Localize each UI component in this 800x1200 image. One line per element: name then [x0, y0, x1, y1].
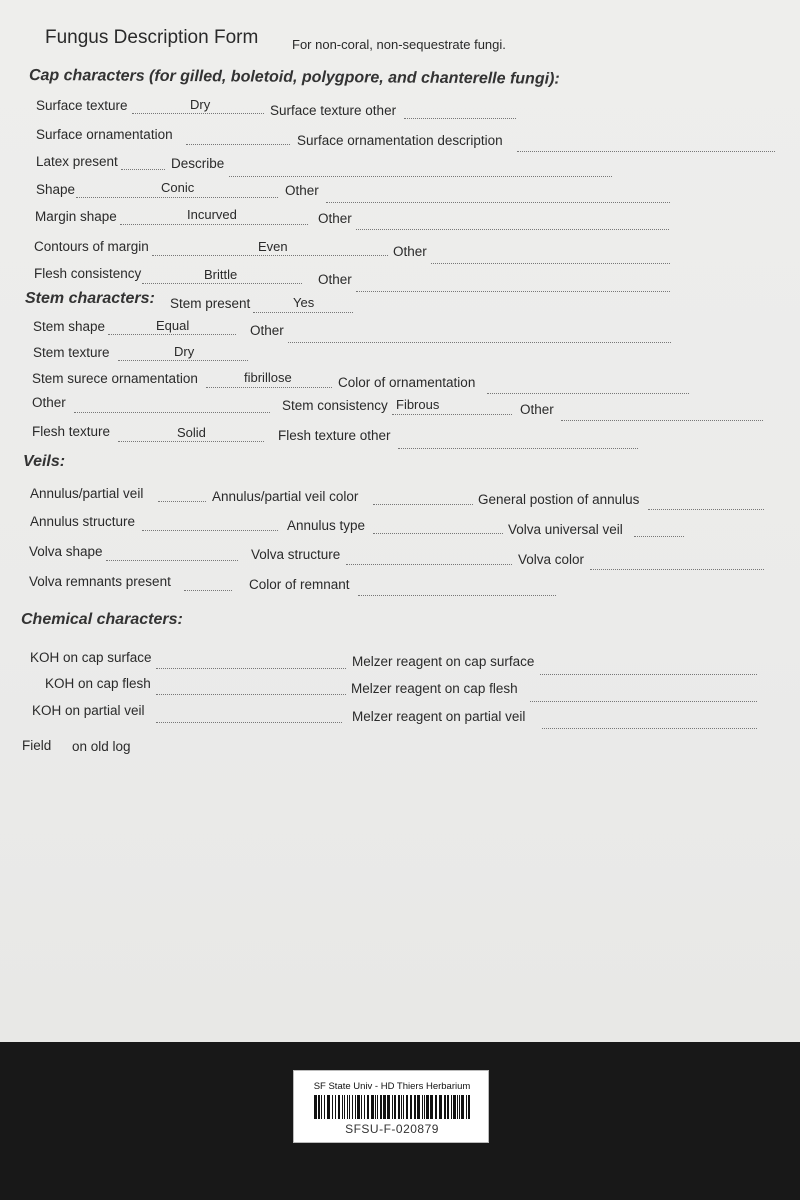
- form-title: Fungus Description Form: [45, 27, 259, 48]
- herbarium-label: [293, 1070, 489, 1143]
- stem-ornamentation-value: fibrillose: [244, 370, 292, 385]
- margin-shape-value: Incurved: [187, 207, 237, 222]
- surface-texture-line: [132, 113, 264, 114]
- margin-shape-other-line: [356, 229, 669, 230]
- annulus-type-label: Annulus type: [287, 518, 366, 533]
- contours-label: Contours of margin: [34, 239, 149, 254]
- contours-other-label: Other: [393, 244, 427, 259]
- stem-other-line: [74, 412, 270, 413]
- contours-value: Even: [258, 239, 288, 254]
- latex-present-label: Latex present: [36, 154, 118, 169]
- veils-heading: Veils:: [23, 453, 66, 470]
- koh-cap-flesh-line: [156, 694, 346, 695]
- koh-partial-veil-line: [156, 722, 342, 723]
- surface-texture-value: Dry: [190, 97, 211, 112]
- koh-cap-flesh-label: KOH on cap flesh: [45, 676, 151, 691]
- annulus-structure-label: Annulus structure: [30, 514, 136, 529]
- flesh-texture-other-line: [398, 448, 638, 449]
- melzer-cap-surface-line: [540, 674, 757, 675]
- margin-shape-line: [120, 224, 308, 225]
- volva-color-label: Volva color: [518, 552, 585, 567]
- annulus-color-label: Annulus/partial veil color: [212, 489, 359, 504]
- flesh-texture-line: [118, 441, 264, 442]
- stem-consistency-other-line: [561, 420, 763, 421]
- melzer-cap-surface-label: Melzer reagent on cap surface: [352, 654, 535, 669]
- volva-structure-line: [346, 564, 512, 565]
- flesh-consistency-label: Flesh consistency: [34, 266, 142, 281]
- surface-ornamentation-description-label: Surface ornamentation description: [297, 133, 503, 148]
- volva-universal-label: Volva universal veil: [508, 522, 623, 537]
- latex-present-line: [121, 169, 165, 170]
- melzer-cap-flesh-label: Melzer reagent on cap flesh: [351, 681, 518, 696]
- volva-color-line: [590, 569, 764, 570]
- annulus-position-label: General postion of annulus: [478, 492, 640, 507]
- stem-present-line: [253, 312, 353, 313]
- stem-texture-line: [118, 360, 248, 361]
- annulus-structure-line: [142, 530, 278, 531]
- remnant-color-line: [358, 595, 556, 596]
- surface-ornamentation-description-line: [517, 151, 775, 152]
- cap-shape-value: Conic: [161, 180, 195, 195]
- flesh-consistency-value: Brittle: [204, 267, 238, 282]
- stem-present-value: Yes: [293, 295, 315, 310]
- annulus-type-line: [373, 533, 503, 534]
- surface-texture-label: Surface texture: [36, 98, 128, 113]
- stem-ornamentation-line: [206, 387, 332, 388]
- melzer-partial-veil-label: Melzer reagent on partial veil: [352, 709, 526, 724]
- flesh-consistency-other-line: [356, 291, 670, 292]
- annulus-position-line: [648, 509, 764, 510]
- field-label: Field: [22, 738, 52, 753]
- stem-consistency-other-label: Other: [520, 402, 554, 417]
- catalog-number: SFSU-F-020879: [345, 1122, 439, 1136]
- barcode: [314, 1095, 470, 1119]
- stem-consistency-line: [392, 414, 512, 415]
- stem-heading: Stem characters:: [25, 290, 155, 307]
- cap-shape-label: Shape: [36, 182, 76, 197]
- flesh-consistency-line: [142, 283, 302, 284]
- describe-line: [229, 176, 612, 177]
- surface-ornamentation-line: [186, 144, 290, 145]
- cap-heading: Cap characters (for gilled, boletoid, polygpore, and chanterelle fungi):: [28, 67, 560, 88]
- stem-present-label: Stem present: [170, 296, 251, 311]
- volva-structure-label: Volva structure: [251, 547, 341, 562]
- koh-partial-veil-label: KOH on partial veil: [32, 703, 145, 718]
- stem-ornamentation-label: Stem surece ornamentation: [32, 371, 198, 386]
- flesh-texture-value: Solid: [177, 425, 206, 440]
- koh-cap-surface-label: KOH on cap surface: [30, 650, 152, 665]
- annulus-label: Annulus/partial veil: [30, 486, 144, 501]
- stem-shape-other-line: [288, 342, 671, 343]
- cap-shape-other-line: [326, 202, 670, 203]
- ornamentation-color-label: Color of ornamentation: [338, 375, 476, 390]
- chemical-heading: Chemical characters:: [21, 611, 183, 628]
- flesh-consistency-other-label: Other: [318, 272, 352, 287]
- koh-cap-surface-line: [156, 668, 346, 669]
- herbarium-institution: SF State Univ - HD Thiers Herbarium: [313, 1081, 471, 1092]
- surface-texture-other-label: Surface texture other: [270, 103, 397, 118]
- stem-shape-line: [108, 334, 236, 335]
- stem-shape-value: Equal: [156, 318, 190, 333]
- contours-other-line: [431, 263, 670, 264]
- margin-shape-other-label: Other: [318, 211, 352, 226]
- stem-texture-label: Stem texture: [33, 345, 110, 360]
- volva-shape-line: [106, 560, 238, 561]
- volva-remnants-label: Volva remnants present: [29, 574, 171, 589]
- flesh-texture-label: Flesh texture: [32, 424, 111, 439]
- margin-shape-label: Margin shape: [35, 209, 117, 224]
- surface-texture-other-line: [404, 118, 516, 119]
- field-value: on old log: [72, 739, 131, 754]
- stem-other-label: Other: [32, 395, 66, 410]
- annulus-line: [158, 501, 206, 502]
- form-subtitle: For non-coral, non-sequestrate fungi.: [292, 37, 506, 52]
- surface-ornamentation-label: Surface ornamentation: [36, 127, 173, 142]
- describe-label: Describe: [171, 156, 225, 171]
- stem-consistency-value: Fibrous: [396, 397, 440, 412]
- remnant-color-label: Color of remnant: [249, 577, 350, 592]
- annulus-color-line: [373, 504, 473, 505]
- stem-texture-value: Dry: [174, 344, 195, 359]
- cap-shape-other-label: Other: [285, 183, 319, 198]
- volva-remnants-line: [184, 590, 232, 591]
- melzer-cap-flesh-line: [530, 701, 757, 702]
- volva-universal-line: [634, 536, 684, 537]
- contours-line: [152, 255, 388, 256]
- stem-consistency-label: Stem consistency: [282, 398, 388, 413]
- stem-shape-other-label: Other: [250, 323, 284, 338]
- flesh-texture-other-label: Flesh texture other: [278, 428, 391, 443]
- volva-shape-label: Volva shape: [29, 544, 103, 559]
- stem-shape-label: Stem shape: [33, 319, 106, 334]
- ornamentation-color-line: [487, 393, 689, 394]
- cap-shape-line: [76, 197, 278, 198]
- melzer-partial-veil-line: [542, 728, 757, 729]
